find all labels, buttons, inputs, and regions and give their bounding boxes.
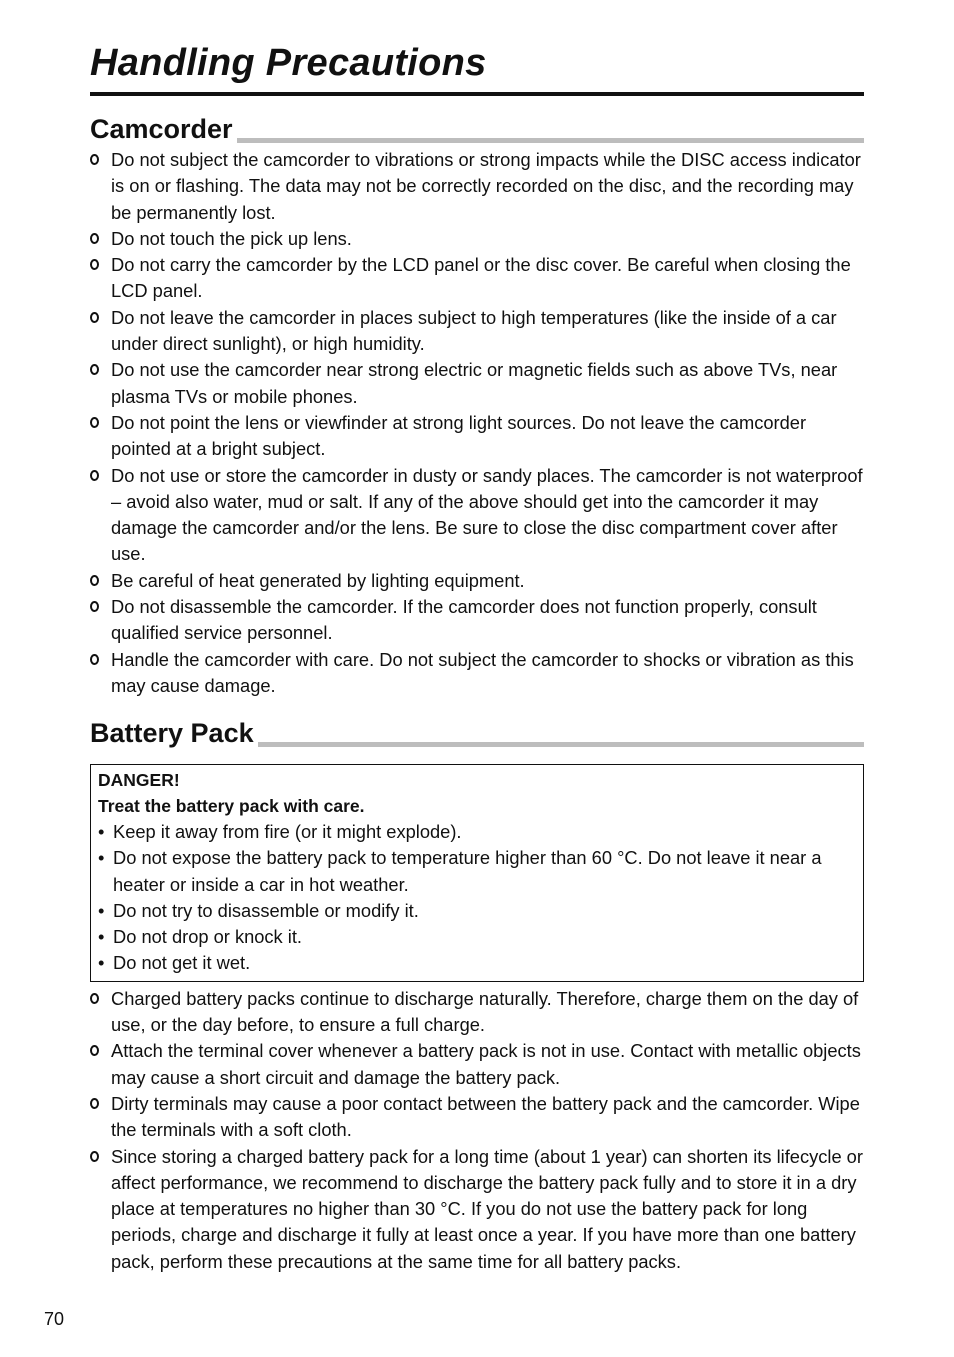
list-item-text: Attach the terminal cover whenever a battery pack is not in use. Contact with metallic objects may cause a short circuit and damage the battery pack. [111,1040,861,1088]
circle-bullet-icon [90,575,99,586]
list-item-text: Since storing a charged battery pack for a long time (about 1 year) can shorten its lifecycle or affect performance, we recommend to discharge the battery pack fully and to store it in a dry place at temperatures no higher than 30 °C. If you do not use the battery pack for long periods, charge and discharge it fully at least once a year. If you have more than one battery pack, perform these precautions at the same time for all battery packs. [111,1145,863,1272]
circle-bullet-icon [90,312,99,323]
danger-list-item [98,819,853,845]
list-item-text: Do not disassemble the camcorder. If the camcorder does not function properly, consult qualified service personnel. [111,596,817,644]
list-item [90,305,864,358]
circle-bullet-icon [90,601,99,612]
list-item [90,1038,864,1091]
list-item [90,410,864,463]
title-rule [90,92,864,96]
danger-item-text: Keep it away from fire (or it might explode). [113,821,462,842]
circle-bullet-icon [90,364,99,375]
danger-item-text: Do not drop or knock it. [113,926,302,948]
list-item-text: Do not subject the camcorder to vibrations or strong impacts while the DISC access indicator is on or flashing. The data may not be correctly recorded on the disc, and the recording may be permanently lost. [111,149,861,223]
list-item [90,252,864,305]
list-item [90,594,864,647]
danger-list-item [98,924,853,950]
list-item [90,986,864,1039]
list-item [90,226,864,252]
battery-section-header [90,718,864,748]
list-item [90,147,864,226]
list-item-text: Handle the camcorder with care. Do not subject the camcorder to shocks or vibration as this may cause damage. [111,648,854,696]
list-item-text: Do not point the lens or viewfinder at strong light sources. Do not leave the camcorder pointed at a bright subject. [111,411,807,460]
camcorder-section-header [90,114,864,144]
camcorder-heading: Camcorder [90,114,237,144]
circle-bullet-icon [90,654,99,665]
list-item-text: Do not use or store the camcorder in dusty or sandy places. The camcorder is not waterproof – avoid also water, mud or salt. If any of the above should get into the camcorder it may damage the camcorder and/or the lens. Be sure to close the disc compartment cover after use. [111,464,863,565]
danger-item-text: Do not try to disassemble or modify it. [113,899,419,921]
circle-bullet-icon [90,1098,99,1109]
danger-list-item [98,845,853,898]
list-item [90,568,864,594]
circle-bullet-icon [90,233,99,244]
circle-bullet-icon [90,1151,99,1162]
dot-bullet-icon: • [98,952,105,974]
list-item-text: Do not touch the pick up lens. [111,227,352,249]
danger-list-item [98,898,853,924]
danger-list-item [98,950,853,976]
circle-bullet-icon [90,154,99,165]
camcorder-precautions-list [90,147,864,699]
list-item [90,1091,864,1144]
danger-warning-box [90,764,864,982]
battery-precautions-list [90,986,864,1275]
camcorder-section [90,114,864,699]
circle-bullet-icon [90,1045,99,1056]
list-item-text: Do not carry the camcorder by the LCD panel or the disc cover. Be careful when closing the LCD panel. [111,254,851,302]
page-title: Handling Precautions [90,42,487,84]
circle-bullet-icon [90,417,99,428]
list-item-text: Do not use the camcorder near strong electric or magnetic fields such as above TVs, near plasma TVs or mobile phones. [111,359,838,407]
list-item-text: Do not leave the camcorder in places subject to high temperatures (like the inside of a car under direct sunlight), or high humidity. [111,306,837,355]
list-item [90,647,864,700]
danger-subtitle: Treat the battery pack with care. [98,796,365,816]
circle-bullet-icon [90,993,99,1004]
circle-bullet-icon [90,259,99,270]
list-item-text: Charged battery packs continue to discharge naturally. Therefore, charge them on the day of use, or the day before, to ensure a full charge. [111,987,859,1036]
danger-label: DANGER! [98,770,180,790]
circle-bullet-icon [90,470,99,481]
battery-pack-section [90,718,864,1275]
list-item-text: Dirty terminals may cause a poor contact between the battery pack and the camcorder. Wipe the terminals with a soft cloth. [111,1092,860,1141]
battery-pack-heading: Battery Pack [90,718,258,748]
list-item [90,463,864,568]
dot-bullet-icon: • [98,847,105,869]
list-item [90,357,864,410]
dot-bullet-icon: • [98,926,105,948]
page-number: 70 [44,1309,65,1329]
list-item [90,1144,864,1275]
dot-bullet-icon: • [98,899,105,921]
danger-list [98,819,853,977]
danger-item-text: Do not expose the battery pack to temperature higher than 60 °C. Do not leave it near a heater or inside a car in hot weather. [113,847,822,895]
list-item-text: Be careful of heat generated by lighting equipment. [111,569,525,591]
danger-item-text: Do not get it wet. [113,952,251,974]
dot-bullet-icon: • [98,821,105,842]
